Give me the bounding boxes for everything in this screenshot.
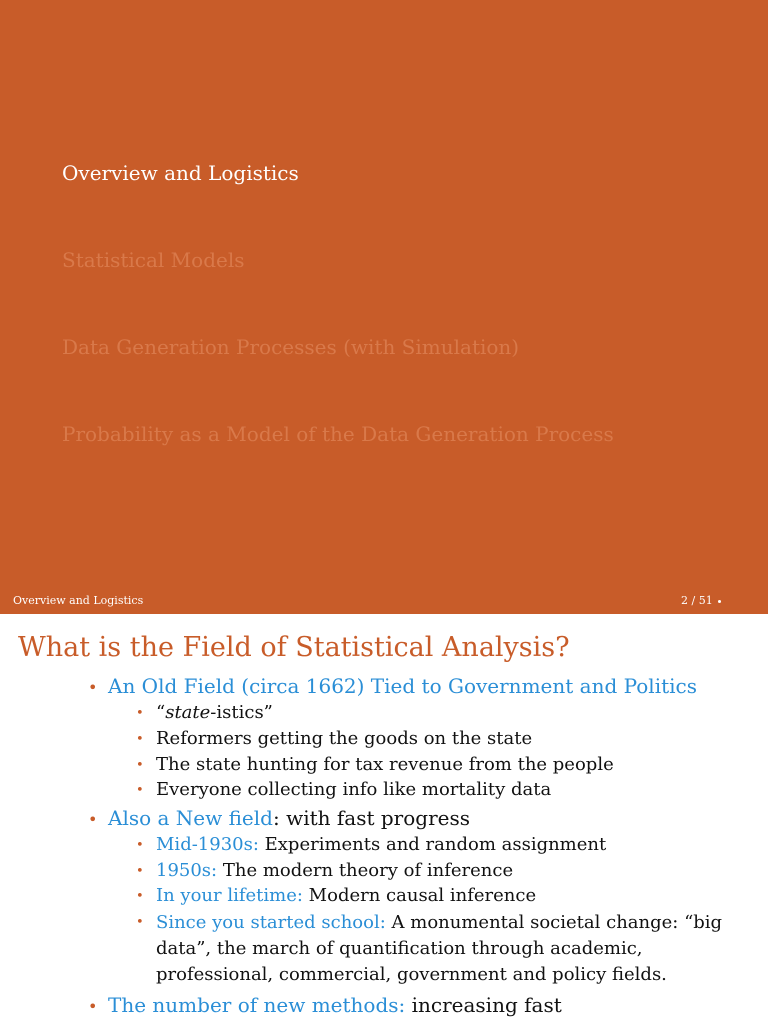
bullet-lifetime bbox=[156, 885, 536, 906]
toc-item-probability[interactable]: Probability as a Model of the Data Generation Process bbox=[62, 422, 614, 446]
bullet-icon: • bbox=[136, 915, 144, 930]
1950s-text: The modern theory of inference bbox=[217, 860, 514, 881]
toc-item-statistical-models[interactable]: Statistical Models bbox=[62, 248, 245, 272]
bullet-old-field: An Old Field (circa 1662) Tied to Government and Politics bbox=[108, 674, 697, 698]
bullet-new-methods bbox=[108, 993, 562, 1017]
bullet-icon: • bbox=[136, 889, 144, 904]
bullet-icon: • bbox=[88, 997, 98, 1016]
quote-open: “ bbox=[156, 702, 166, 723]
mid-1930s-text: Experiments and random assignment bbox=[258, 834, 607, 855]
bullet-reformers: Reformers getting the goods on the state bbox=[156, 728, 533, 749]
state-italic: state bbox=[165, 702, 211, 723]
since-school-label: Since you started school: bbox=[156, 912, 386, 933]
bullet-icon: • bbox=[136, 838, 144, 853]
since-school-text: A monumental societal change: “big data”, the march of quantification through academic, professional, commercial, government and policy fields. bbox=[156, 912, 723, 985]
bullet-mid-1930s bbox=[156, 834, 606, 855]
slide-title: What is the Field of Statistical Analysis? bbox=[18, 632, 570, 663]
mid-1930s-label: Mid-1930s: bbox=[156, 834, 259, 855]
bullet-tax: The state hunting for tax revenue from the people bbox=[156, 754, 614, 775]
lifetime-label: In your lifetime: bbox=[156, 885, 303, 906]
bullet-icon: • bbox=[136, 732, 144, 747]
footer-dot-icon bbox=[718, 600, 721, 603]
new-methods-label: The number of new methods: bbox=[108, 993, 406, 1017]
toc-item-data-generation[interactable]: Data Generation Processes (with Simulation) bbox=[62, 335, 520, 359]
new-field-text: : with fast progress bbox=[272, 806, 470, 830]
footer-section-title: Overview and Logistics bbox=[13, 594, 144, 607]
bullet-mortality: Everyone collecting info like mortality data bbox=[156, 779, 552, 800]
bullet-icon: • bbox=[136, 758, 144, 773]
bullet-1950s bbox=[156, 860, 513, 881]
bullet-icon: • bbox=[88, 810, 98, 829]
lifetime-text: Modern causal inference bbox=[302, 885, 537, 906]
bullet-state-istics bbox=[156, 702, 273, 723]
toc-item-overview[interactable]: Overview and Logistics bbox=[62, 161, 299, 185]
state-rest: -istics” bbox=[210, 702, 273, 723]
bullet-new-field bbox=[108, 806, 470, 830]
1950s-label: 1950s: bbox=[156, 860, 218, 881]
bullet-icon: • bbox=[136, 783, 144, 798]
bullet-icon: • bbox=[88, 678, 98, 697]
bullet-since-school bbox=[156, 910, 726, 988]
new-field-label: Also a New field bbox=[108, 806, 273, 830]
footer-page-number bbox=[681, 594, 721, 607]
bullet-icon: • bbox=[136, 864, 144, 879]
new-methods-text: increasing fast bbox=[405, 993, 562, 1017]
bullet-icon: • bbox=[136, 706, 144, 721]
page-number-text: 2 / 51 bbox=[681, 594, 713, 607]
content-slide bbox=[0, 614, 768, 1024]
